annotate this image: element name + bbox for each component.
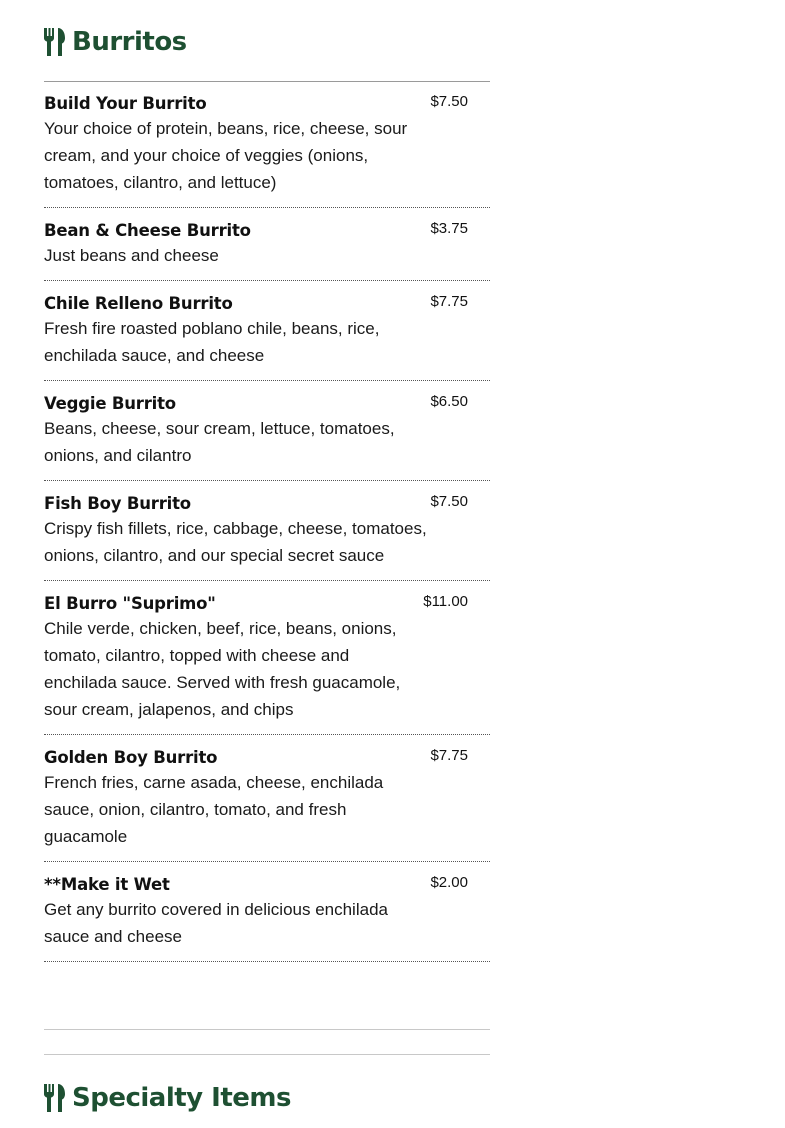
item-description: Just beans and cheese (44, 246, 219, 265)
item-name: Bean & Cheese Burrito (44, 221, 251, 240)
item-price: $7.50 (430, 93, 468, 110)
item-description: Get any burrito covered in delicious enchilada sauce and cheese (44, 900, 388, 946)
item-price: $11.00 (423, 593, 468, 610)
item-name: Fish Boy Burrito (44, 494, 191, 513)
section-title: Specialty Items (72, 1083, 291, 1113)
menu-item (44, 481, 490, 581)
item-price: $6.50 (430, 393, 468, 410)
item-price: $2.00 (430, 874, 468, 891)
section-title: Burritos (72, 27, 187, 57)
menu-item (44, 862, 490, 962)
menu-item (44, 81, 490, 208)
item-description: Chile verde, chicken, beef, rice, beans, onions, tomato, cilantro, topped with cheese and enchilada sauce. Served with fresh guacamole, sour cream, jalapenos, and chips (44, 619, 401, 719)
menu-item (44, 735, 490, 862)
item-name: Build Your Burrito (44, 94, 207, 113)
item-name: Golden Boy Burrito (44, 748, 218, 767)
menu-item (44, 281, 490, 381)
fork-knife-icon (44, 28, 66, 56)
section-divider (44, 1054, 490, 1055)
section-header-burritos (44, 27, 187, 57)
item-description: Fresh fire roasted poblano chile, beans, rice, enchilada sauce, and cheese (44, 319, 380, 365)
item-description: Your choice of protein, beans, rice, cheese, sour cream, and your choice of veggies (onions, tomatoes, cilantro, and lettuce) (44, 119, 408, 192)
fork-knife-icon (44, 1084, 66, 1112)
section-header-specialty (44, 1083, 291, 1113)
menu-item (44, 208, 490, 281)
item-name: El Burro "Suprimo" (44, 594, 216, 613)
item-name: Chile Relleno Burrito (44, 294, 233, 313)
item-price: $7.75 (430, 293, 468, 310)
item-price: $7.50 (430, 493, 468, 510)
item-name: Veggie Burrito (44, 394, 176, 413)
section-divider (44, 1029, 490, 1030)
item-price: $3.75 (430, 220, 468, 237)
item-description: Beans, cheese, sour cream, lettuce, tomatoes, onions, and cilantro (44, 419, 395, 465)
item-price: $7.75 (430, 747, 468, 764)
item-name: **Make it Wet (44, 875, 170, 894)
menu-item-list (44, 81, 490, 962)
menu-item (44, 581, 490, 735)
item-description: French fries, carne asada, cheese, enchilada sauce, onion, cilantro, tomato, and fresh guacamole (44, 773, 384, 846)
menu-item (44, 381, 490, 481)
item-description: Crispy fish fillets, rice, cabbage, cheese, tomatoes, onions, cilantro, and our special secret sauce (44, 519, 427, 565)
